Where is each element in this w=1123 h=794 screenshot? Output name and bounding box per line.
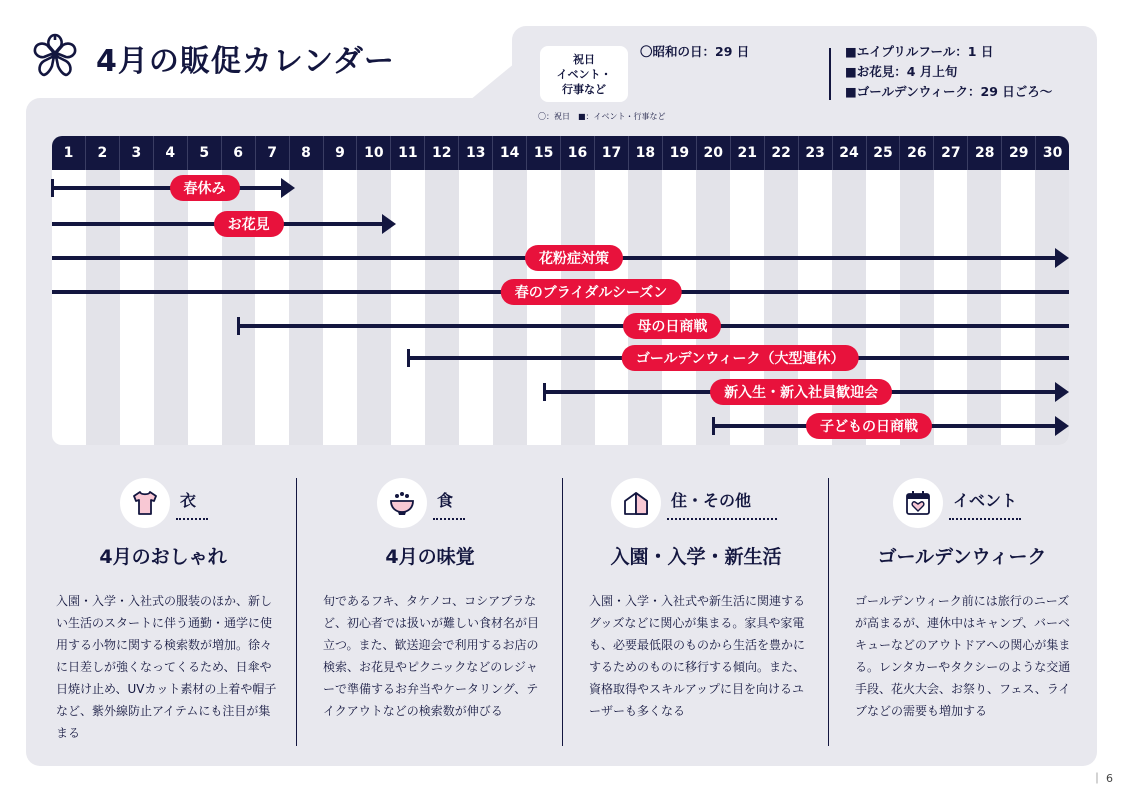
section-body: 入園・入学・入社式の服装のほか、新しい生活のスタートに伴う通勤・通学に使用する小物に関する検索数が増加。徐々に日差しが強くなってくるため、日傘や日焼け止め、UVカット素材の上着や帽子など、紫外線防止アイテムにも注目が集まる: [56, 594, 277, 740]
event-pill: 春休み: [170, 175, 240, 201]
section-divider: [296, 478, 297, 746]
day-label: 11: [391, 136, 425, 170]
event-item: ■お花見：4 月上旬: [845, 64, 958, 79]
day-label: 13: [459, 136, 493, 170]
day-label: 22: [765, 136, 799, 170]
day-label: 7: [256, 136, 290, 170]
day-label: 3: [120, 136, 154, 170]
event-pill: 春のブライダルシーズン: [501, 279, 682, 305]
section-category: イベント: [953, 491, 1018, 510]
dotted-underline: [433, 518, 465, 520]
dotted-underline: [949, 518, 1021, 520]
section-title: 4月の味覚: [385, 546, 475, 568]
section-category: 衣: [180, 491, 197, 510]
bar-start-cap: [543, 383, 546, 401]
section-divider: [562, 478, 563, 746]
arrow-head-icon: [382, 214, 396, 234]
day-label: 26: [900, 136, 934, 170]
dotted-underline: [176, 518, 208, 520]
day-label: 25: [867, 136, 901, 170]
event-pill: ゴールデンウィーク（大型連休）: [622, 345, 859, 371]
day-label: 2: [86, 136, 120, 170]
section-title: 4月のおしゃれ: [99, 546, 227, 568]
event-pill: 母の日商戦: [623, 313, 721, 339]
tshirt-icon: [120, 478, 170, 528]
event-pill: 新入生・新入社員歓迎会: [710, 379, 892, 405]
day-label: 24: [833, 136, 867, 170]
event-item: ■エイプリルフール：1 日: [845, 44, 994, 59]
section-divider: [828, 478, 829, 746]
legend-key: 〇：祝日 ■：イベント・行事など: [538, 112, 666, 121]
day-label: 21: [731, 136, 765, 170]
day-label: 15: [527, 136, 561, 170]
day-label: 9: [324, 136, 358, 170]
section-body: 入園・入学・入社式や新生活に関連するグッズなどに関心が集まる。家具や家電も、必要最低限のものから生活を豊かにするためのものに移行する傾向。また、資格取得やスキルアップに目を向けるユーザーも多くなる: [589, 594, 806, 718]
info-divider: [829, 48, 831, 100]
day-label: 5: [188, 136, 222, 170]
day-label: 27: [934, 136, 968, 170]
dotted-underline: [667, 518, 777, 520]
arrow-head-icon: [1055, 382, 1069, 402]
event-pill: お花見: [214, 211, 284, 237]
event-item: ■ゴールデンウィーク：29 日ごろ〜: [845, 84, 1053, 99]
bar-start-cap: [51, 179, 54, 197]
arrow-head-icon: [1055, 416, 1069, 436]
section-body: 旬であるフキ、タケノコ、コシアブラなど、初心者では扱いが難しい食材名が目立つ。また、歓送迎会で利用するお店の検索、お花見やピクニックなどのレジャーで準備するお弁当やケータリング、テイクアウトなどの検索数が伸びる: [323, 594, 540, 718]
category-section: [30, 478, 296, 746]
calendar-heart-icon: [893, 478, 943, 528]
category-section: [563, 478, 829, 746]
day-label: 23: [799, 136, 833, 170]
title-block: [28, 30, 395, 86]
day-label: 20: [697, 136, 731, 170]
day-label: 12: [425, 136, 459, 170]
bar-start-cap: [237, 317, 240, 335]
section-category: 食: [437, 491, 454, 510]
day-label: 14: [493, 136, 527, 170]
arrow-head-icon: [281, 178, 295, 198]
page-number: ｜ 6: [1091, 772, 1113, 785]
page-title: 4月の販促カレンダー: [96, 44, 395, 79]
category-section: [297, 478, 563, 746]
day-label: 4: [154, 136, 188, 170]
day-label: 30: [1042, 145, 1063, 161]
calendar-day-header: [52, 136, 1069, 170]
day-label: 16: [561, 136, 595, 170]
day-label: 8: [290, 136, 324, 170]
section-title: ゴールデンウィーク: [877, 546, 1047, 568]
legend-box: [540, 46, 628, 102]
sakura-icon: [28, 29, 82, 87]
section-body: ゴールデンウィーク前には旅行のニーズが高まるが、連休中はキャンプ、バーベキューなどのアウトドアへの関心が集まる。レンタカーやタクシーのような交通手段、花火大会、お祭り、フェス、ライブなどの需要も増加する: [855, 594, 1071, 718]
day-label: 10: [357, 136, 391, 170]
day-label: 18: [629, 136, 663, 170]
legend-line: 祝日: [573, 52, 595, 66]
bar-start-cap: [407, 349, 410, 367]
arrow-head-icon: [1055, 248, 1069, 268]
event-pill: 子どもの日商戦: [806, 413, 932, 439]
category-section: [829, 478, 1095, 746]
holiday-list: [640, 42, 749, 62]
day-label: 6: [222, 136, 256, 170]
bar-start-cap: [712, 417, 715, 435]
day-label: 1: [52, 136, 86, 170]
holiday-item: 〇昭和の日：29 日: [640, 44, 750, 59]
event-pill: 花粉症対策: [525, 245, 623, 271]
house-icon: [611, 478, 661, 528]
day-label: 29: [1002, 136, 1036, 170]
period-bar: [52, 186, 283, 190]
day-label: 19: [663, 136, 697, 170]
day-label: 28: [968, 136, 1002, 170]
event-list: [845, 42, 1052, 102]
section-category: 住・その他: [671, 491, 752, 510]
section-title: 入園・入学・新生活: [610, 546, 782, 568]
promo-calendar: [52, 136, 1069, 445]
bowl-icon: [377, 478, 427, 528]
legend-line: 行事など: [562, 82, 606, 96]
legend-line: イベント・: [556, 67, 612, 81]
day-label: 17: [595, 136, 629, 170]
